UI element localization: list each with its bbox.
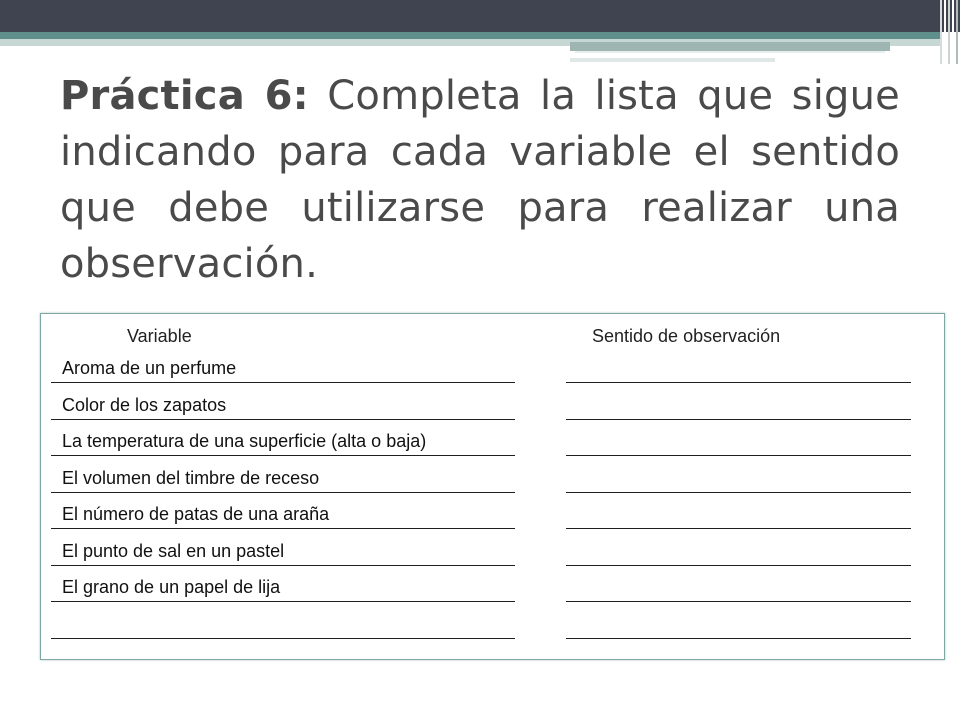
slide-title: [60, 68, 900, 292]
worksheet-row-variable: Aroma de un perfume: [62, 358, 237, 378]
sense-answer-line: [566, 528, 911, 529]
sense-answer-line: [566, 492, 911, 493]
worksheet-panel: [40, 313, 945, 660]
sense-answer-line: [566, 382, 911, 383]
variable-answer-line: [51, 528, 515, 529]
variable-answer-line: [51, 601, 515, 602]
worksheet-row-variable: La temperatura de una superficie (alta o baja): [62, 431, 427, 451]
header-teal-band: [0, 32, 940, 39]
header-faint-band: [570, 58, 775, 62]
worksheet-row-variable: El volumen del timbre de receso: [62, 467, 320, 488]
variable-answer-line: [51, 382, 515, 383]
header-accent-line: [575, 51, 885, 53]
title-label: Práctica 6:: [60, 73, 309, 119]
variable-answer-line: [51, 638, 515, 639]
title-instruction: Completa la lista que sigue indicando para cada variable el sentido que debe utilizarse para realizar una observación.: [60, 73, 900, 287]
worksheet-row-variable: Color de los zapatos: [62, 394, 227, 415]
variable-answer-line: [51, 492, 515, 493]
header-dark-band: [0, 0, 960, 32]
worksheet-row-variable: El número de patas de una araña: [62, 504, 330, 524]
sense-answer-line: [566, 419, 911, 420]
worksheet-row-variable: El punto de sal en un pastel: [62, 540, 285, 561]
column-header-variable: Variable: [127, 326, 192, 346]
sense-answer-line: [566, 565, 911, 566]
sense-answer-line: [566, 455, 911, 456]
header-edge-stripes: [938, 0, 960, 64]
header-accent-band: [570, 42, 890, 51]
variable-answer-line: [51, 565, 515, 566]
worksheet-row-variable: El grano de un papel de lija: [62, 577, 281, 597]
column-header-sense: Sentido de observación: [592, 326, 781, 346]
variable-answer-line: [51, 419, 515, 420]
sense-answer-line: [566, 638, 911, 639]
sense-answer-line: [566, 601, 911, 602]
variable-answer-line: [51, 455, 515, 456]
